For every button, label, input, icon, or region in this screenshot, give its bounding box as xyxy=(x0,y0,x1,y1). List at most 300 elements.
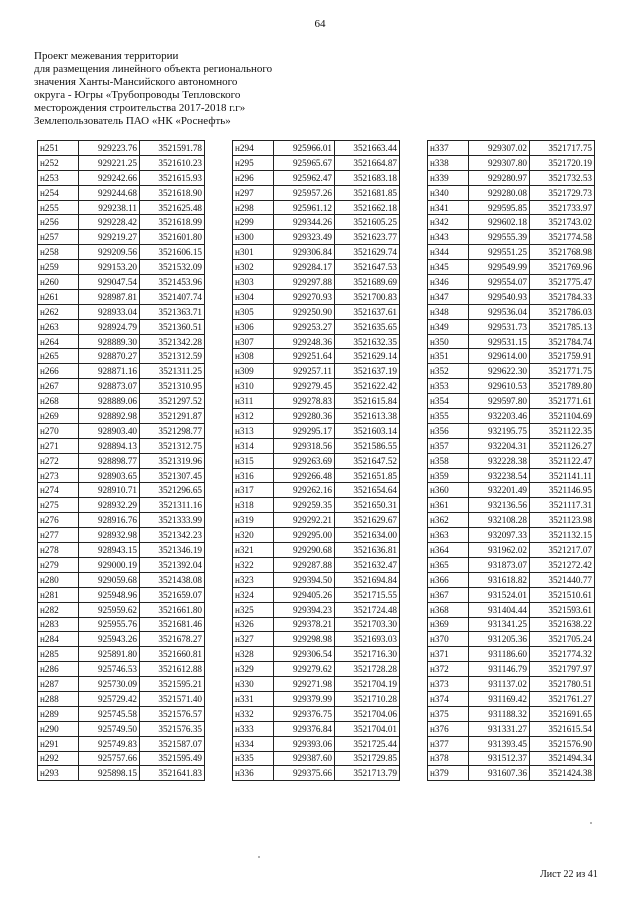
x-coordinate-cell: 928932.98 xyxy=(79,528,140,543)
point-id-cell: н258 xyxy=(38,245,79,260)
y-coordinate-cell: 3521715.55 xyxy=(335,587,400,602)
x-coordinate-cell: 929228.42 xyxy=(79,215,140,230)
point-id-cell: н278 xyxy=(38,543,79,558)
point-id-cell: н275 xyxy=(38,498,79,513)
y-coordinate-cell: 3521784.74 xyxy=(530,334,595,349)
y-coordinate-cell: 3521724.48 xyxy=(335,602,400,617)
point-id-cell: н291 xyxy=(38,736,79,751)
y-coordinate-cell: 3521664.87 xyxy=(335,155,400,170)
table-row xyxy=(38,736,205,751)
point-id-cell: н375 xyxy=(428,706,469,721)
y-coordinate-cell: 3521637.19 xyxy=(335,364,400,379)
point-id-cell: н313 xyxy=(233,423,274,438)
y-coordinate-cell: 3521622.42 xyxy=(335,379,400,394)
y-coordinate-cell: 3521768.98 xyxy=(530,245,595,260)
coordinates-table-1 xyxy=(37,140,205,781)
x-coordinate-cell: 929297.88 xyxy=(274,275,335,290)
point-id-cell: н339 xyxy=(428,170,469,185)
x-coordinate-cell: 929555.39 xyxy=(469,230,530,245)
table-row xyxy=(428,736,595,751)
table-row xyxy=(233,349,400,364)
coordinates-table-3 xyxy=(427,140,595,781)
y-coordinate-cell: 3521705.24 xyxy=(530,632,595,647)
point-id-cell: н294 xyxy=(233,141,274,156)
x-coordinate-cell: 929379.99 xyxy=(274,691,335,706)
x-coordinate-cell: 925749.83 xyxy=(79,736,140,751)
table-row xyxy=(428,379,595,394)
x-coordinate-cell: 931186.60 xyxy=(469,647,530,662)
x-coordinate-cell: 925891.80 xyxy=(79,647,140,662)
y-coordinate-cell: 3521132.15 xyxy=(530,528,595,543)
y-coordinate-cell: 3521743.02 xyxy=(530,215,595,230)
table-row xyxy=(38,230,205,245)
y-coordinate-cell: 3521678.27 xyxy=(140,632,205,647)
point-id-cell: н347 xyxy=(428,289,469,304)
y-coordinate-cell: 3521104.69 xyxy=(530,409,595,424)
table-row xyxy=(233,736,400,751)
x-coordinate-cell: 929318.56 xyxy=(274,438,335,453)
point-id-cell: н324 xyxy=(233,587,274,602)
x-coordinate-cell: 931512.37 xyxy=(469,751,530,766)
x-coordinate-cell: 929307.02 xyxy=(469,141,530,156)
x-coordinate-cell: 929270.93 xyxy=(274,289,335,304)
x-coordinate-cell: 929223.76 xyxy=(79,141,140,156)
table-row xyxy=(428,647,595,662)
table-row xyxy=(38,200,205,215)
table-row xyxy=(428,468,595,483)
y-coordinate-cell: 3521392.04 xyxy=(140,557,205,572)
x-coordinate-cell: 929284.17 xyxy=(274,260,335,275)
table-row xyxy=(233,170,400,185)
point-id-cell: н346 xyxy=(428,275,469,290)
point-id-cell: н354 xyxy=(428,394,469,409)
x-coordinate-cell: 925898.15 xyxy=(79,766,140,781)
y-coordinate-cell: 3521342.23 xyxy=(140,528,205,543)
x-coordinate-cell: 931146.79 xyxy=(469,662,530,677)
table-row xyxy=(233,498,400,513)
x-coordinate-cell: 929295.00 xyxy=(274,528,335,543)
x-coordinate-cell: 928987.81 xyxy=(79,289,140,304)
point-id-cell: н359 xyxy=(428,468,469,483)
point-id-cell: н301 xyxy=(233,245,274,260)
header-line: Землепользователь ПАО «НК «Роснефть» xyxy=(34,115,231,127)
table-row xyxy=(428,453,595,468)
table-row xyxy=(38,751,205,766)
table-row xyxy=(233,617,400,632)
x-coordinate-cell: 929610.53 xyxy=(469,379,530,394)
y-coordinate-cell: 3521660.81 xyxy=(140,647,205,662)
y-coordinate-cell: 3521615.84 xyxy=(335,394,400,409)
y-coordinate-cell: 3521632.35 xyxy=(335,334,400,349)
y-coordinate-cell: 3521591.78 xyxy=(140,141,205,156)
y-coordinate-cell: 3521663.44 xyxy=(335,141,400,156)
point-id-cell: н323 xyxy=(233,572,274,587)
x-coordinate-cell: 925959.62 xyxy=(79,602,140,617)
point-id-cell: н264 xyxy=(38,334,79,349)
y-coordinate-cell: 3521438.08 xyxy=(140,572,205,587)
point-id-cell: н320 xyxy=(233,528,274,543)
table-row xyxy=(233,260,400,275)
table-row xyxy=(428,572,595,587)
point-id-cell: н377 xyxy=(428,736,469,751)
x-coordinate-cell: 928916.76 xyxy=(79,513,140,528)
x-coordinate-cell: 929554.07 xyxy=(469,275,530,290)
table-row xyxy=(233,141,400,156)
point-id-cell: н265 xyxy=(38,349,79,364)
y-coordinate-cell: 3521298.77 xyxy=(140,423,205,438)
x-coordinate-cell: 925965.67 xyxy=(274,155,335,170)
x-coordinate-cell: 929279.45 xyxy=(274,379,335,394)
y-coordinate-cell: 3521126.27 xyxy=(530,438,595,453)
point-id-cell: н253 xyxy=(38,170,79,185)
x-coordinate-cell: 929059.68 xyxy=(79,572,140,587)
point-id-cell: н349 xyxy=(428,319,469,334)
x-coordinate-cell: 925730.09 xyxy=(79,677,140,692)
y-coordinate-cell: 3521713.79 xyxy=(335,766,400,781)
x-coordinate-cell: 932203.46 xyxy=(469,409,530,424)
header-line: месторождения строительства 2017-2018 г.г» xyxy=(34,102,246,114)
x-coordinate-cell: 932108.28 xyxy=(469,513,530,528)
y-coordinate-cell: 3521312.75 xyxy=(140,438,205,453)
table-row xyxy=(38,215,205,230)
y-coordinate-cell: 3521774.58 xyxy=(530,230,595,245)
table-row xyxy=(233,334,400,349)
point-id-cell: н288 xyxy=(38,691,79,706)
point-id-cell: н252 xyxy=(38,155,79,170)
table-row xyxy=(38,155,205,170)
y-coordinate-cell: 3521761.27 xyxy=(530,691,595,706)
point-id-cell: н251 xyxy=(38,141,79,156)
table-row xyxy=(38,260,205,275)
y-coordinate-cell: 3521346.19 xyxy=(140,543,205,558)
table-row xyxy=(233,528,400,543)
point-id-cell: н335 xyxy=(233,751,274,766)
scan-speck xyxy=(258,856,260,858)
x-coordinate-cell: 929209.56 xyxy=(79,245,140,260)
y-coordinate-cell: 3521272.42 xyxy=(530,557,595,572)
x-coordinate-cell: 929259.35 xyxy=(274,498,335,513)
x-coordinate-cell: 925757.66 xyxy=(79,751,140,766)
point-id-cell: н311 xyxy=(233,394,274,409)
x-coordinate-cell: 929306.54 xyxy=(274,647,335,662)
table-row xyxy=(428,364,595,379)
y-coordinate-cell: 3521704.01 xyxy=(335,721,400,736)
x-coordinate-cell: 931169.42 xyxy=(469,691,530,706)
point-id-cell: н284 xyxy=(38,632,79,647)
table-row xyxy=(233,304,400,319)
x-coordinate-cell: 929540.93 xyxy=(469,289,530,304)
x-coordinate-cell: 929280.36 xyxy=(274,409,335,424)
table-row xyxy=(428,260,595,275)
y-coordinate-cell: 3521775.47 xyxy=(530,275,595,290)
y-coordinate-cell: 3521694.84 xyxy=(335,572,400,587)
table-row xyxy=(428,498,595,513)
table-row xyxy=(233,647,400,662)
point-id-cell: н322 xyxy=(233,557,274,572)
point-id-cell: н367 xyxy=(428,587,469,602)
x-coordinate-cell: 925966.01 xyxy=(274,141,335,156)
table-row xyxy=(233,275,400,290)
table-row xyxy=(428,706,595,721)
y-coordinate-cell: 3521494.34 xyxy=(530,751,595,766)
y-coordinate-cell: 3521296.65 xyxy=(140,483,205,498)
point-id-cell: н366 xyxy=(428,572,469,587)
table-row xyxy=(38,245,205,260)
y-coordinate-cell: 3521650.31 xyxy=(335,498,400,513)
table-row xyxy=(233,721,400,736)
y-coordinate-cell: 3521710.28 xyxy=(335,691,400,706)
point-id-cell: н364 xyxy=(428,543,469,558)
sheet-counter: Лист 22 из 41 xyxy=(540,869,598,880)
table-row xyxy=(38,334,205,349)
point-id-cell: н306 xyxy=(233,319,274,334)
point-id-cell: н376 xyxy=(428,721,469,736)
point-id-cell: н262 xyxy=(38,304,79,319)
y-coordinate-cell: 3521632.47 xyxy=(335,557,400,572)
x-coordinate-cell: 925943.26 xyxy=(79,632,140,647)
table-row xyxy=(233,438,400,453)
point-id-cell: н282 xyxy=(38,602,79,617)
x-coordinate-cell: 929047.54 xyxy=(79,275,140,290)
scan-speck xyxy=(590,822,592,824)
y-coordinate-cell: 3521641.83 xyxy=(140,766,205,781)
table-row xyxy=(38,513,205,528)
y-coordinate-cell: 3521603.14 xyxy=(335,423,400,438)
table-row xyxy=(233,632,400,647)
point-id-cell: н343 xyxy=(428,230,469,245)
x-coordinate-cell: 931137.02 xyxy=(469,677,530,692)
point-id-cell: н308 xyxy=(233,349,274,364)
y-coordinate-cell: 3521625.48 xyxy=(140,200,205,215)
y-coordinate-cell: 3521612.88 xyxy=(140,662,205,677)
table-row xyxy=(428,751,595,766)
table-row xyxy=(428,215,595,230)
table-row xyxy=(38,349,205,364)
y-coordinate-cell: 3521141.11 xyxy=(530,468,595,483)
y-coordinate-cell: 3521728.28 xyxy=(335,662,400,677)
y-coordinate-cell: 3521789.80 xyxy=(530,379,595,394)
point-id-cell: н281 xyxy=(38,587,79,602)
y-coordinate-cell: 3521623.77 xyxy=(335,230,400,245)
y-coordinate-cell: 3521784.33 xyxy=(530,289,595,304)
point-id-cell: н361 xyxy=(428,498,469,513)
table-row xyxy=(233,245,400,260)
table-row xyxy=(428,245,595,260)
point-id-cell: н295 xyxy=(233,155,274,170)
point-id-cell: н371 xyxy=(428,647,469,662)
y-coordinate-cell: 3521333.99 xyxy=(140,513,205,528)
y-coordinate-cell: 3521637.61 xyxy=(335,304,400,319)
table-row xyxy=(233,453,400,468)
point-id-cell: н303 xyxy=(233,275,274,290)
x-coordinate-cell: 929251.64 xyxy=(274,349,335,364)
x-coordinate-cell: 925746.53 xyxy=(79,662,140,677)
y-coordinate-cell: 3521407.74 xyxy=(140,289,205,304)
point-id-cell: н287 xyxy=(38,677,79,692)
point-id-cell: н350 xyxy=(428,334,469,349)
x-coordinate-cell: 931188.32 xyxy=(469,706,530,721)
x-coordinate-cell: 929153.20 xyxy=(79,260,140,275)
table-row xyxy=(428,200,595,215)
y-coordinate-cell: 3521610.23 xyxy=(140,155,205,170)
x-coordinate-cell: 931962.02 xyxy=(469,543,530,558)
point-id-cell: н302 xyxy=(233,260,274,275)
table-row xyxy=(233,662,400,677)
x-coordinate-cell: 928892.98 xyxy=(79,409,140,424)
table-row xyxy=(38,364,205,379)
point-id-cell: н330 xyxy=(233,677,274,692)
y-coordinate-cell: 3521310.95 xyxy=(140,379,205,394)
y-coordinate-cell: 3521123.98 xyxy=(530,513,595,528)
table-row xyxy=(428,423,595,438)
table-row xyxy=(233,394,400,409)
y-coordinate-cell: 3521693.03 xyxy=(335,632,400,647)
point-id-cell: н272 xyxy=(38,453,79,468)
point-id-cell: н373 xyxy=(428,677,469,692)
x-coordinate-cell: 929394.50 xyxy=(274,572,335,587)
y-coordinate-cell: 3521759.91 xyxy=(530,349,595,364)
point-id-cell: н341 xyxy=(428,200,469,215)
table-row xyxy=(38,304,205,319)
table-row xyxy=(38,394,205,409)
table-row xyxy=(233,513,400,528)
y-coordinate-cell: 3521319.96 xyxy=(140,453,205,468)
table-row xyxy=(428,304,595,319)
x-coordinate-cell: 928898.77 xyxy=(79,453,140,468)
y-coordinate-cell: 3521785.13 xyxy=(530,319,595,334)
point-id-cell: н289 xyxy=(38,706,79,721)
point-id-cell: н378 xyxy=(428,751,469,766)
point-id-cell: н368 xyxy=(428,602,469,617)
y-coordinate-cell: 3521311.16 xyxy=(140,498,205,513)
point-id-cell: н277 xyxy=(38,528,79,543)
x-coordinate-cell: 929000.19 xyxy=(79,557,140,572)
table-row xyxy=(428,170,595,185)
y-coordinate-cell: 3521771.75 xyxy=(530,364,595,379)
x-coordinate-cell: 925955.76 xyxy=(79,617,140,632)
table-row xyxy=(428,721,595,736)
x-coordinate-cell: 929622.30 xyxy=(469,364,530,379)
y-coordinate-cell: 3521453.96 xyxy=(140,275,205,290)
table-row xyxy=(233,409,400,424)
x-coordinate-cell: 929238.11 xyxy=(79,200,140,215)
table-row xyxy=(233,483,400,498)
x-coordinate-cell: 929287.88 xyxy=(274,557,335,572)
table-row xyxy=(233,706,400,721)
table-row xyxy=(233,379,400,394)
y-coordinate-cell: 3521629.14 xyxy=(335,349,400,364)
table-row xyxy=(428,587,595,602)
y-coordinate-cell: 3521689.69 xyxy=(335,275,400,290)
x-coordinate-cell: 929323.49 xyxy=(274,230,335,245)
table-row xyxy=(428,602,595,617)
point-id-cell: н267 xyxy=(38,379,79,394)
point-id-cell: н362 xyxy=(428,513,469,528)
point-id-cell: н298 xyxy=(233,200,274,215)
point-id-cell: н269 xyxy=(38,409,79,424)
point-id-cell: н270 xyxy=(38,423,79,438)
point-id-cell: н314 xyxy=(233,438,274,453)
y-coordinate-cell: 3521605.25 xyxy=(335,215,400,230)
table-row xyxy=(38,602,205,617)
table-row xyxy=(233,677,400,692)
x-coordinate-cell: 929253.27 xyxy=(274,319,335,334)
point-id-cell: н357 xyxy=(428,438,469,453)
x-coordinate-cell: 929551.25 xyxy=(469,245,530,260)
y-coordinate-cell: 3521651.85 xyxy=(335,468,400,483)
y-coordinate-cell: 3521703.30 xyxy=(335,617,400,632)
point-id-cell: н307 xyxy=(233,334,274,349)
x-coordinate-cell: 929536.04 xyxy=(469,304,530,319)
page-number: 64 xyxy=(314,18,326,30)
table-row xyxy=(38,662,205,677)
table-row xyxy=(428,483,595,498)
x-coordinate-cell: 932195.75 xyxy=(469,423,530,438)
y-coordinate-cell: 3521440.77 xyxy=(530,572,595,587)
point-id-cell: н271 xyxy=(38,438,79,453)
x-coordinate-cell: 929290.68 xyxy=(274,543,335,558)
point-id-cell: н257 xyxy=(38,230,79,245)
x-coordinate-cell: 925729.42 xyxy=(79,691,140,706)
point-id-cell: н353 xyxy=(428,379,469,394)
y-coordinate-cell: 3521661.80 xyxy=(140,602,205,617)
y-coordinate-cell: 3521732.53 xyxy=(530,170,595,185)
y-coordinate-cell: 3521217.07 xyxy=(530,543,595,558)
table-row xyxy=(428,438,595,453)
point-id-cell: н305 xyxy=(233,304,274,319)
table-row xyxy=(428,766,595,781)
x-coordinate-cell: 928943.15 xyxy=(79,543,140,558)
table-row xyxy=(38,423,205,438)
table-row xyxy=(233,766,400,781)
point-id-cell: н338 xyxy=(428,155,469,170)
table-row xyxy=(233,602,400,617)
x-coordinate-cell: 929307.80 xyxy=(469,155,530,170)
table-row xyxy=(38,647,205,662)
point-id-cell: н266 xyxy=(38,364,79,379)
x-coordinate-cell: 929298.98 xyxy=(274,632,335,647)
y-coordinate-cell: 3521733.97 xyxy=(530,200,595,215)
y-coordinate-cell: 3521704.19 xyxy=(335,677,400,692)
point-id-cell: н329 xyxy=(233,662,274,677)
point-id-cell: н344 xyxy=(428,245,469,260)
point-id-cell: н358 xyxy=(428,453,469,468)
y-coordinate-cell: 3521725.44 xyxy=(335,736,400,751)
x-coordinate-cell: 932228.38 xyxy=(469,453,530,468)
y-coordinate-cell: 3521780.51 xyxy=(530,677,595,692)
point-id-cell: н300 xyxy=(233,230,274,245)
point-id-cell: н332 xyxy=(233,706,274,721)
point-id-cell: н342 xyxy=(428,215,469,230)
x-coordinate-cell: 931607.36 xyxy=(469,766,530,781)
x-coordinate-cell: 929292.21 xyxy=(274,513,335,528)
table-row xyxy=(233,215,400,230)
table-row xyxy=(428,394,595,409)
x-coordinate-cell: 929376.84 xyxy=(274,721,335,736)
y-coordinate-cell: 3521576.57 xyxy=(140,706,205,721)
point-id-cell: н340 xyxy=(428,185,469,200)
y-coordinate-cell: 3521311.25 xyxy=(140,364,205,379)
table-row xyxy=(233,751,400,766)
point-id-cell: н315 xyxy=(233,453,274,468)
table-row xyxy=(38,691,205,706)
point-id-cell: н256 xyxy=(38,215,79,230)
y-coordinate-cell: 3521146.95 xyxy=(530,483,595,498)
point-id-cell: н352 xyxy=(428,364,469,379)
y-coordinate-cell: 3521704.06 xyxy=(335,706,400,721)
x-coordinate-cell: 929394.23 xyxy=(274,602,335,617)
point-id-cell: н268 xyxy=(38,394,79,409)
